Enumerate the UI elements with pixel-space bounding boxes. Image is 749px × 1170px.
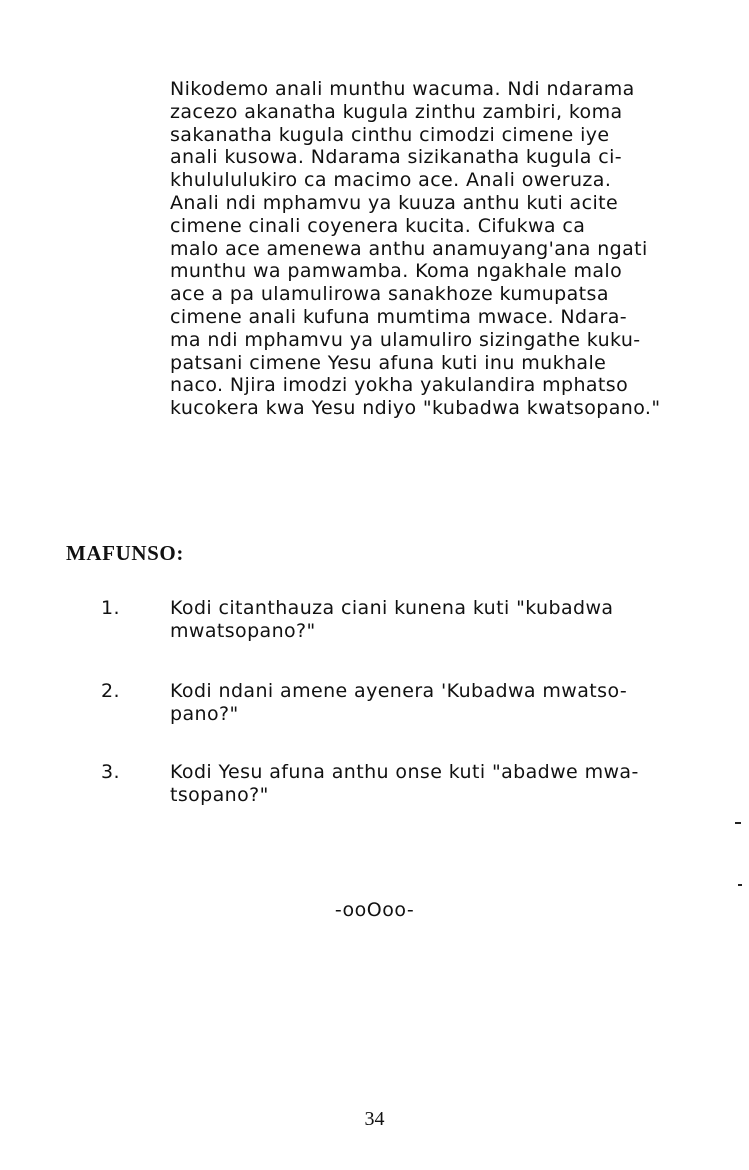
scan-speck — [735, 822, 741, 824]
page-number: 34 — [364, 1108, 385, 1130]
paragraph-line: kucokera kwa Yesu ndiyo "kubadwa kwatsopano." — [170, 397, 661, 420]
question-number: 2. — [101, 680, 120, 702]
paragraph-line: khulululukiro ca macimo ace. Anali oweruza. — [170, 169, 612, 192]
question-line: Kodi citanthauza ciani kunena kuti "kubadwa — [170, 597, 614, 619]
question-number: 1. — [101, 597, 120, 619]
question-text — [170, 680, 730, 726]
paragraph-line: anali kusowa. Ndarama sizikanatha kugula ci- — [170, 146, 623, 169]
question-text — [170, 761, 730, 807]
paragraph-line: naco. Njira imodzi yokha yakulandira mphatso — [170, 374, 629, 397]
questions-heading: MAFUNSO: — [66, 541, 184, 565]
body-paragraph — [170, 78, 730, 420]
question-text — [170, 597, 730, 643]
section-end-mark: -ooOoo- — [334, 899, 415, 921]
scan-speck — [738, 884, 742, 886]
paragraph-line: patsani cimene Yesu afuna kuti inu mukhale — [170, 351, 607, 374]
paragraph-line: Anali ndi mphamvu ya kuuza anthu kuti acite — [170, 191, 619, 214]
question-line: Kodi ndani amene ayenera 'Kubadwa mwatso- — [170, 680, 628, 702]
paragraph-line: cimene anali kufuna mumtima mwace. Ndara- — [170, 305, 628, 328]
paragraph-line: cimene cinali coyenera kucita. Cifukwa ca — [170, 214, 586, 237]
paragraph-line: Nikodemo anali munthu wacuma. Ndi ndarama — [170, 78, 635, 100]
paragraph-line: ace a pa ulamulirowa sanakhoze kumupatsa — [170, 283, 609, 306]
question-line: Kodi Yesu afuna anthu onse kuti "abadwe mwa- — [170, 761, 639, 783]
paragraph-line: sakanatha kugula cinthu cimodzi cimene iye — [170, 123, 610, 146]
paragraph-line: munthu wa pamwamba. Koma ngakhale malo — [170, 260, 623, 283]
question-line: mwatsopano?" — [170, 619, 316, 642]
paragraph-line: ma ndi mphamvu ya ulamuliro sizingathe kuku- — [170, 328, 641, 351]
question-line: tsopano?" — [170, 783, 269, 806]
paragraph-line: malo ace amenewa anthu anamuyang'ana ngati — [170, 237, 648, 260]
question-number: 3. — [101, 761, 120, 783]
question-line: pano?" — [170, 702, 239, 725]
paragraph-line: zacezo akanatha kugula zinthu zambiri, koma — [170, 100, 623, 123]
